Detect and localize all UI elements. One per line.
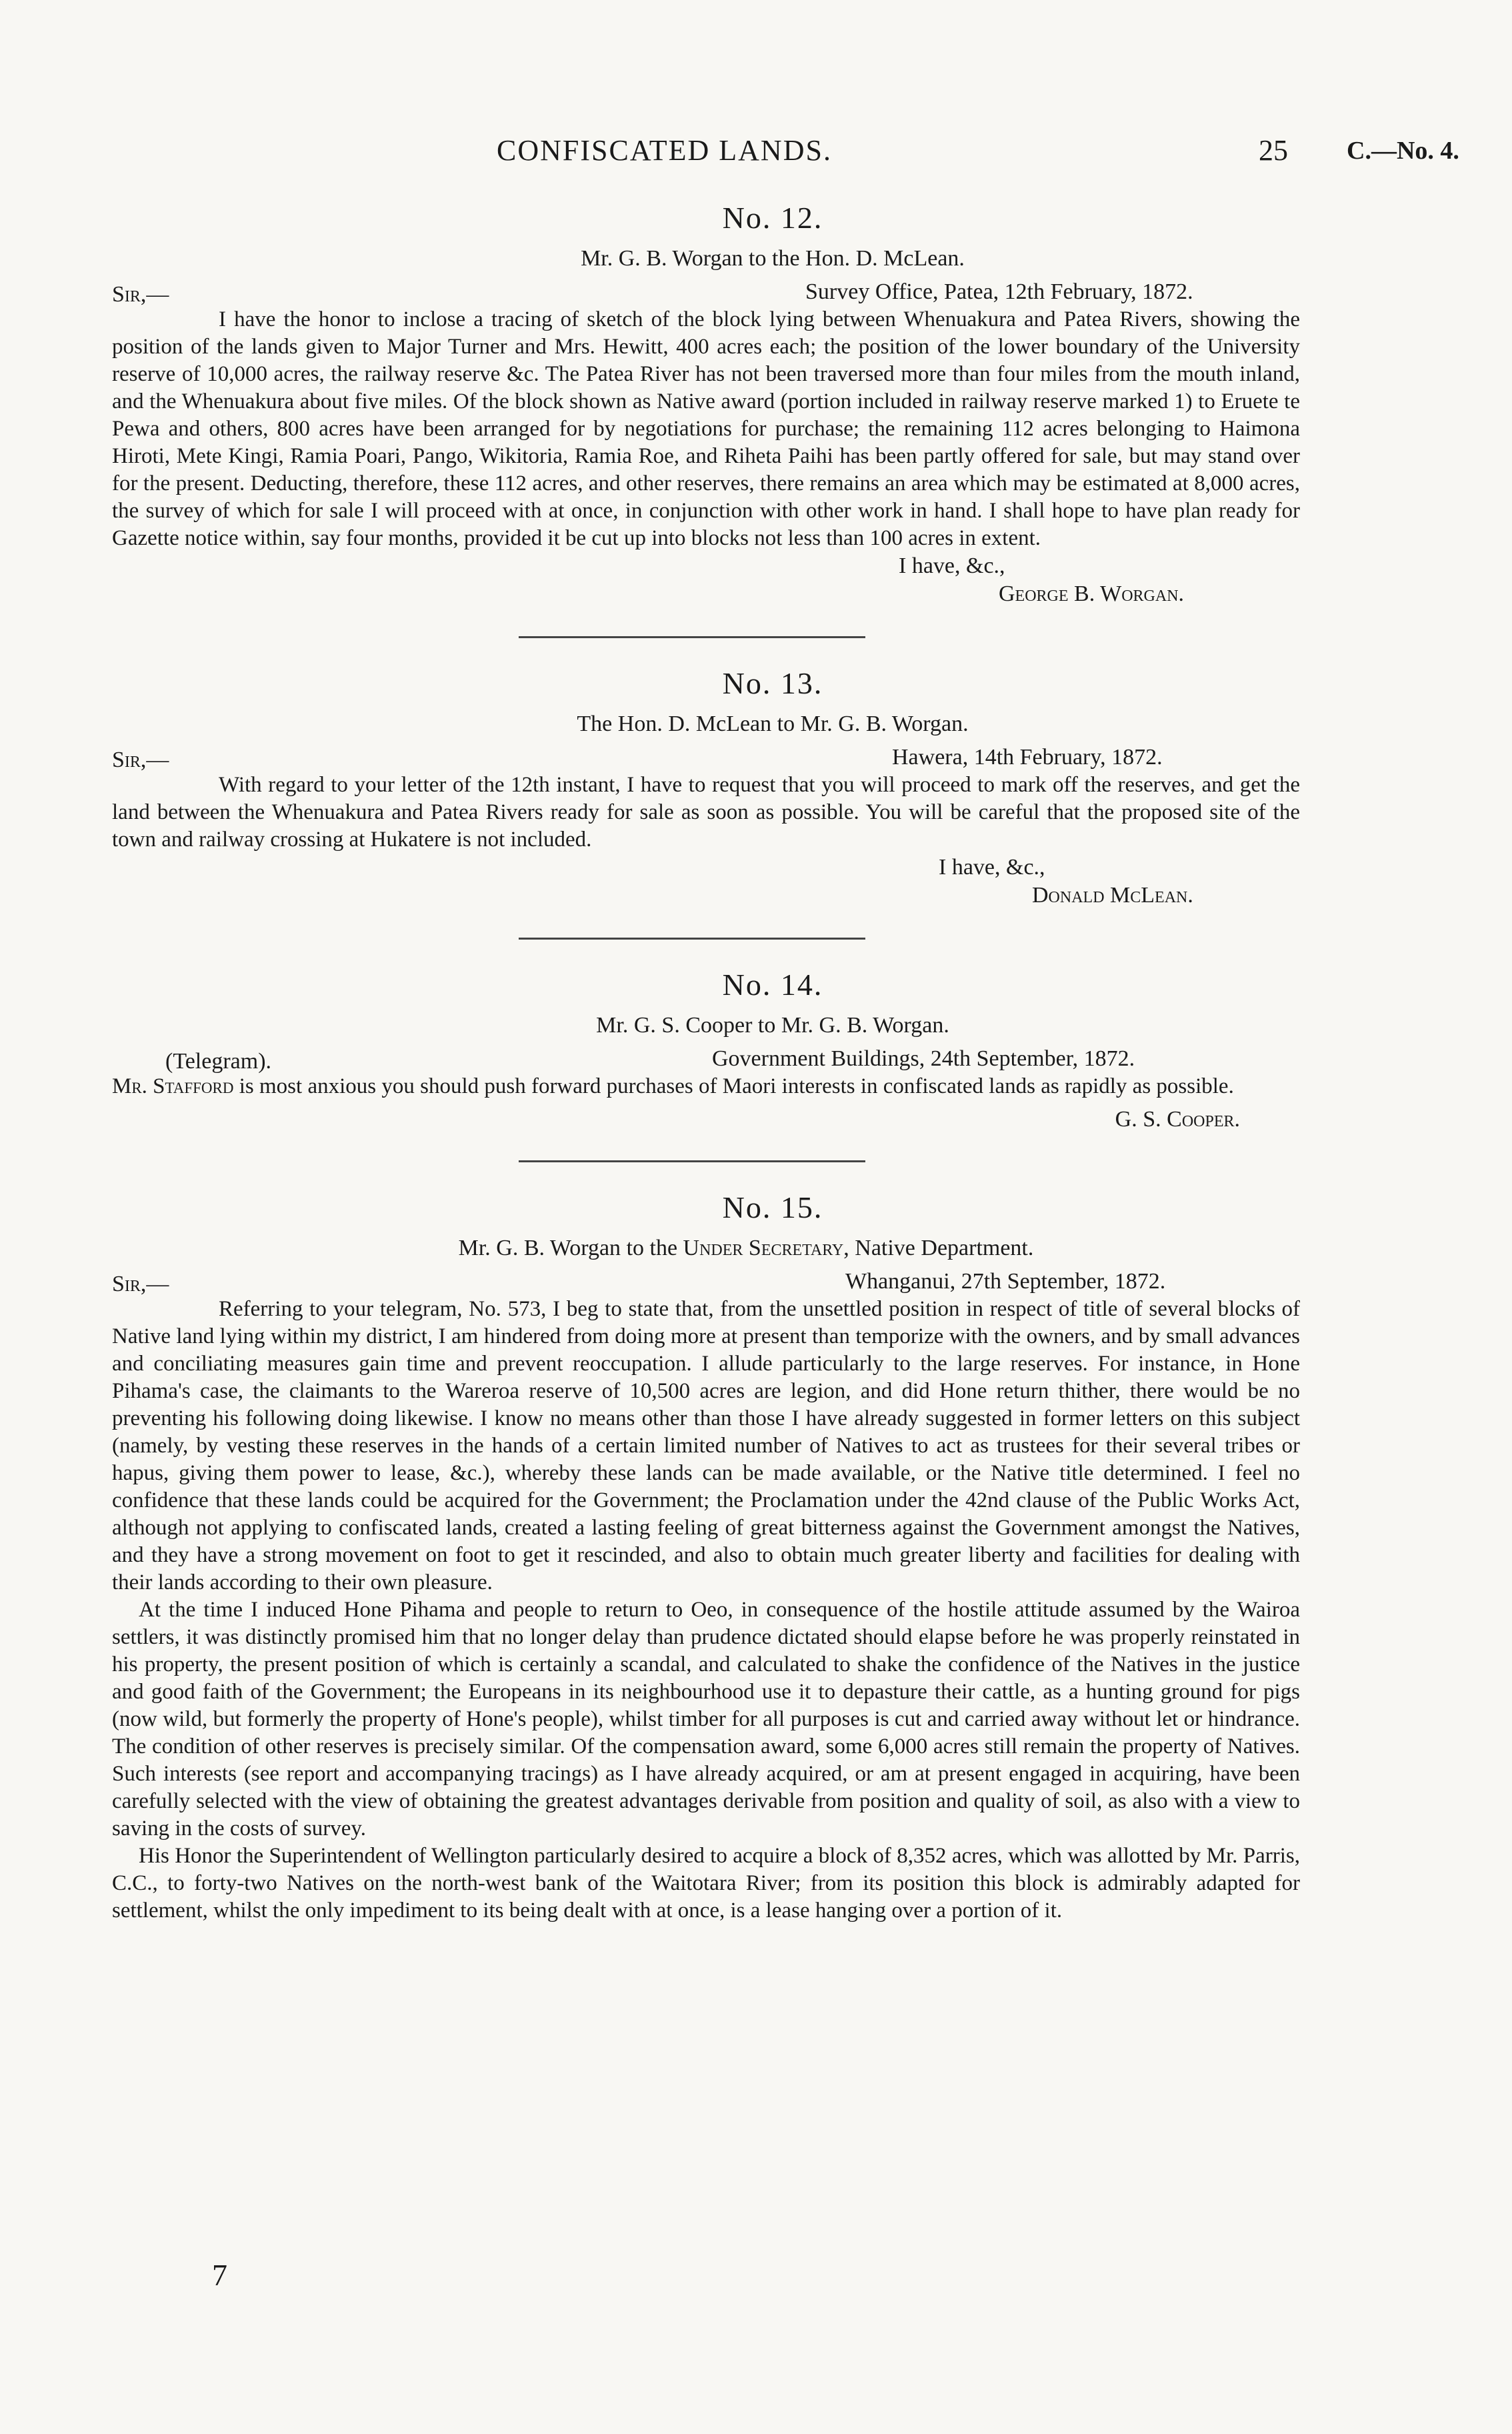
letter-number: No. 13.	[722, 666, 823, 700]
letter-paragraph-3: His Honor the Superintendent of Wellington particularly desired to acquire a block of 8,352 acres, which was allotted by Mr. Parris, C.C., to forty-two Natives on the north-west bank of the Waitotara River; from its position this block is admirably adapted for settlement, whilst the only impediment to its being dealt with at once, is a lease hanging over a portion of it.	[112, 1844, 1300, 1923]
place-date: Whanganui, 27th September, 1872.	[845, 1269, 1166, 1294]
letter-paragraph-1: Referring to your telegram, No. 573, I beg to state that, from the unsettled position in respect of title of several blocks of Native land lying within my district, I am hindered from doing more at present than temporize with the owners, and by small advances and conciliating measures gain time and prevent reoccupation. I allude particularly to the large reserves. For instance, in Hone Pihama's case, the claimants to the Wareroa reserve of 10,500 acres are legion, and did Hone return thither, there would be no preventing his following doing likewise. I know no means other than those I have already suggested in former letters on this subject (namely, by vesting these reserves in the hands of a certain limited number of Natives to act as trustees for their several tribes or hapus, giving them power to lease, &c.), whereby these lands can be made available, or the Native title determined. I feel no confidence that these lands could be acquired for the Government; the Proclamation under the 42nd clause of the Public Works Act, although not applying to confiscated lands, created a lasting feeling of great bitterness against the Government amongst the Natives, and they have a strong movement on foot to get it rescinded, and also to obtain much greater liberty and facilities for dealing with their lands according to their own pleasure.	[112, 1297, 1300, 1594]
letter-no-13	[112, 666, 1300, 910]
letter-heading	[112, 712, 1300, 737]
letter-from: Mr. G. B. Worgan	[581, 246, 743, 271]
letter-connector: to the	[621, 1236, 683, 1260]
letter-to: Hon. D. McLean.	[805, 246, 965, 271]
letter-body	[112, 1073, 1300, 1100]
body-lead: Mr. Stafford	[112, 1074, 234, 1098]
place-date: Government Buildings, 24th September, 1872.	[712, 1046, 1135, 1071]
letter-meta	[112, 1269, 1300, 1296]
letter-paragraph-2: At the time I induced Hone Pihama and people to return to Oeo, in consequence of the hostile attitude assumed by the Wairoa settlers, it was distinctly promised him that no longer delay than prudence dictated should elapse before he was properly reinstated in his property, the present position of which is certainly a scandal, and calculated to shake the confidence of the Natives in the justice and good faith of the Government; the Europeans in its neighbourhood use it to depasture their cattle, as a hunting ground for pigs (now wild, but formerly the property of Hone's people), whilst timber for all purposes is cut and carried away without let or hindrance. The condition of other reserves is precisely similar. Of the compensation award, some 6,000 acres still remain the property of Natives. Such interests (see report and accompanying tracings) as I have already acquired, or am at present engaged in acquiring, have been carefully selected with the view of obtaining the greatest advantages derivable from position and quality of soil, as also with a view to saving in the costs of survey.	[112, 1598, 1300, 1841]
section-divider	[519, 936, 865, 940]
letter-number: No. 15.	[722, 1190, 823, 1224]
letter-to: Mr. G. B. Worgan.	[781, 1013, 949, 1038]
page-number: 25	[1259, 134, 1288, 167]
letter-to-suffix: , Native Department.	[843, 1236, 1034, 1260]
letter-no-15	[112, 1190, 1300, 1925]
letter-body: I have the honor to inclose a tracing of sketch of the block lying between Whenuakura and Patea Rivers, showing the position of the lands given to Major Turner and Mrs. Hewitt, 400 acres each; the position of the lower boundary of the University reserve of 10,000 acres, the railway reserve &c. The Patea River has not been traversed more than four miles from the mouth inland, and the Whenuakura about five miles. Of the block shown as Native award (portion included in railway reserve marked 1) to Eruete te Pewa and others, 800 acres have been arranged for by negotiations for purchase; the remaining 112 acres belonging to Haimona Hiroti, Mete Kingi, Ramia Poari, Pango, Wikitoria, Ramia Roe, and Riheta Paihi has been partly offered for sale, but may stand over for the present. Deducting, therefore, these 112 acres, and other reserves, there remains an area which may be estimated at 8,000 acres, the survey of which for sale I will proceed with at once, in conjunction with other work in hand. I shall hope to have plan ready for Gazette notice within, say four months, provided it be cut up into blocks not less than 100 acres in extent.	[112, 307, 1300, 550]
section-divider	[519, 635, 865, 639]
signature: Donald McLean.	[1032, 883, 1193, 908]
closing: I have, &c.,	[939, 855, 1045, 880]
salutation: Sir,—	[112, 1272, 169, 1296]
document-reference: C.—No. 4.	[1347, 137, 1459, 165]
letter-meta	[112, 279, 1300, 306]
letter-from: Mr. G. S. Cooper	[596, 1013, 753, 1038]
letter-no-14	[112, 967, 1300, 1132]
letter-connector: to the	[743, 246, 806, 271]
body-text: is most anxious you should push forward purchases of Maori interests in confiscated lands as rapidly as possible.	[233, 1074, 1234, 1098]
letter-to: Under Secretary	[683, 1236, 844, 1260]
sheet-signature-mark: 7	[212, 2258, 227, 2292]
letter-number: No. 14.	[722, 968, 823, 1002]
letter-no-12	[112, 200, 1300, 608]
letter-to: Mr. G. B. Worgan.	[800, 712, 969, 736]
signature: George B. Worgan.	[999, 581, 1185, 606]
running-title: CONFISCATED LANDS.	[497, 134, 832, 167]
letter-connector: to	[752, 1013, 781, 1038]
letter-from: The Hon. D. McLean	[577, 712, 772, 736]
closing: I have, &c.,	[899, 553, 1005, 578]
letter-heading	[112, 1013, 1300, 1038]
place-date: Survey Office, Patea, 12th February, 1872.	[805, 279, 1193, 304]
letter-heading	[112, 246, 1300, 271]
salutation: Sir,—	[112, 282, 169, 307]
telegram-label: (Telegram).	[165, 1049, 272, 1074]
letter-body: With regard to your letter of the 12th instant, I have to request that you will proceed to mark off the reserves, and get the land between the Whenuakura and Patea Rivers ready for sale as soon as possible. You will be careful that the proposed site of the town and railway crossing at Hukatere is not included.	[112, 773, 1300, 852]
letter-heading	[112, 1236, 1300, 1261]
section-divider	[519, 1159, 865, 1163]
letter-meta	[112, 1046, 1300, 1073]
letter-meta	[112, 745, 1300, 772]
place-date: Hawera, 14th February, 1872.	[892, 745, 1163, 770]
letter-connector: to	[771, 712, 801, 736]
signature: G. S. Cooper.	[1115, 1107, 1240, 1132]
salutation: Sir,—	[112, 748, 169, 772]
letter-from: Mr. G. B. Worgan	[458, 1236, 621, 1260]
document-body	[112, 127, 1300, 1925]
letter-number: No. 12.	[722, 201, 823, 235]
